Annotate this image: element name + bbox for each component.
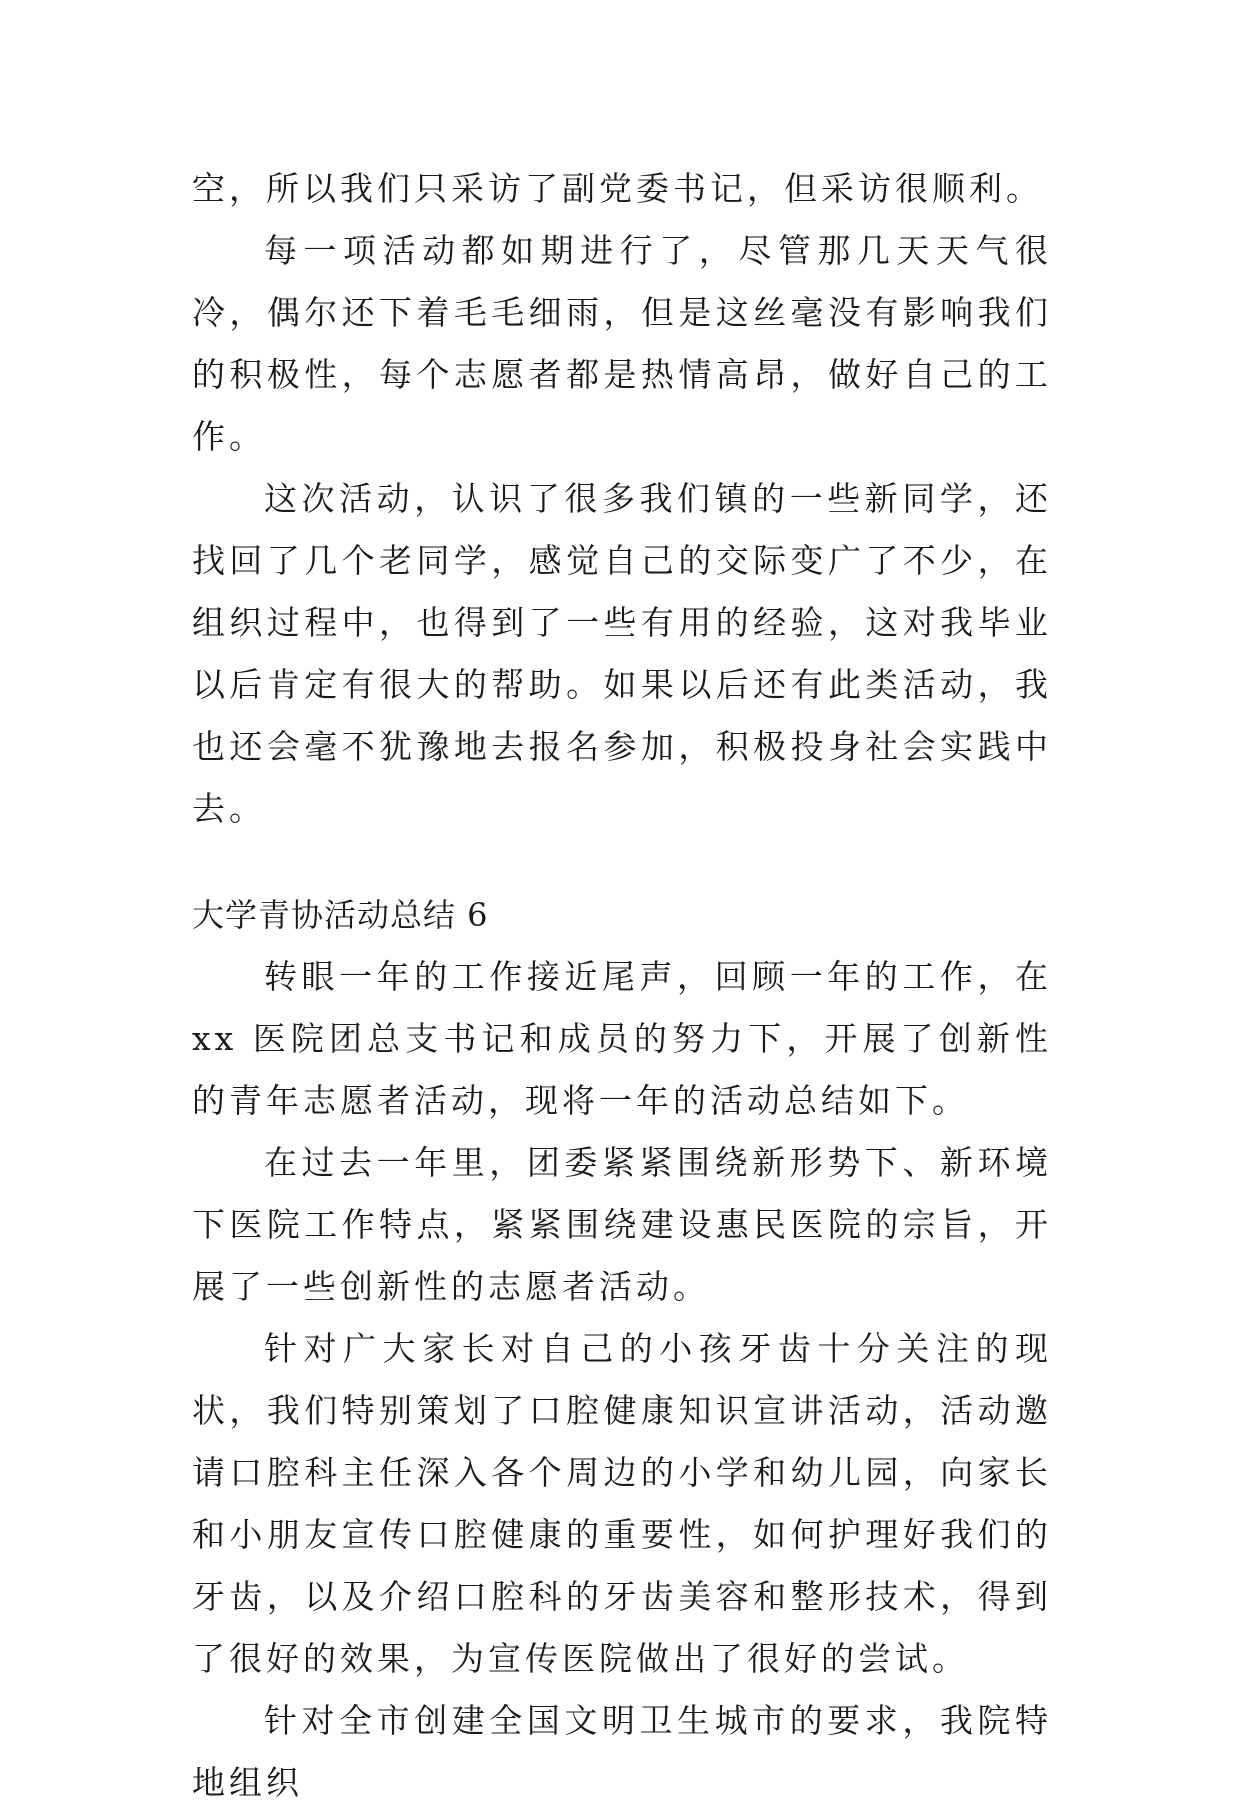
paragraph-civilized-city: 针对全市创建全国文明卫生城市的要求，我院特地组织 (192, 1701, 1052, 1802)
continued-paragraph: 空，所以我们只采访了副党委书记，但采访很顺利。 (192, 169, 1043, 208)
paragraph-past-year: 在过去一年里，团委紧紧围绕新形势下、新环境下医院工作特点，紧紧围绕建设惠民医院的宗旨，开展了一些创新性的志愿者活动。 (192, 1143, 1052, 1306)
section-title: 大学青协活动总结 6 (192, 896, 489, 934)
paragraph-year-review: 转眼一年的工作接近尾声，回顾一年的工作，在 xx 医院团总支书记和成员的努力下，开展了创新性的青年志愿者活动，现将一年的活动总结如下。 (192, 957, 1052, 1120)
paragraph-oral-health: 针对广大家长对自己的小孩牙齿十分关注的现状，我们特别策划了口腔健康知识宣讲活动，活动邀请口腔科主任深入各个周边的小学和幼儿园，向家长和小朋友宣传口腔健康的重要性，如何护理好我们的牙齿，以及介绍口腔科的牙齿美容和整形技术，得到了很好的效果，为宣传医院做出了很好的尝试。 (192, 1329, 1052, 1678)
paragraph-activities-on-schedule: 每一项活动都如期进行了，尽管那几天天气很冷，偶尔还下着毛毛细雨，但是这丝毫没有影响我们的积极性，每个志愿者都是热情高昂，做好自己的工作。 (192, 231, 1052, 456)
document-body (192, 158, 1052, 1814)
paragraph-activity-reflection: 这次活动，认识了很多我们镇的一些新同学，还找回了几个老同学，感觉自己的交际变广了不少，在组织过程中，也得到了一些有用的经验，这对我毕业以后肯定有很大的帮助。如果以后还有此类活动，我也还会毫不犹豫地去报名参加，积极投身社会实践中去。 (192, 479, 1052, 828)
